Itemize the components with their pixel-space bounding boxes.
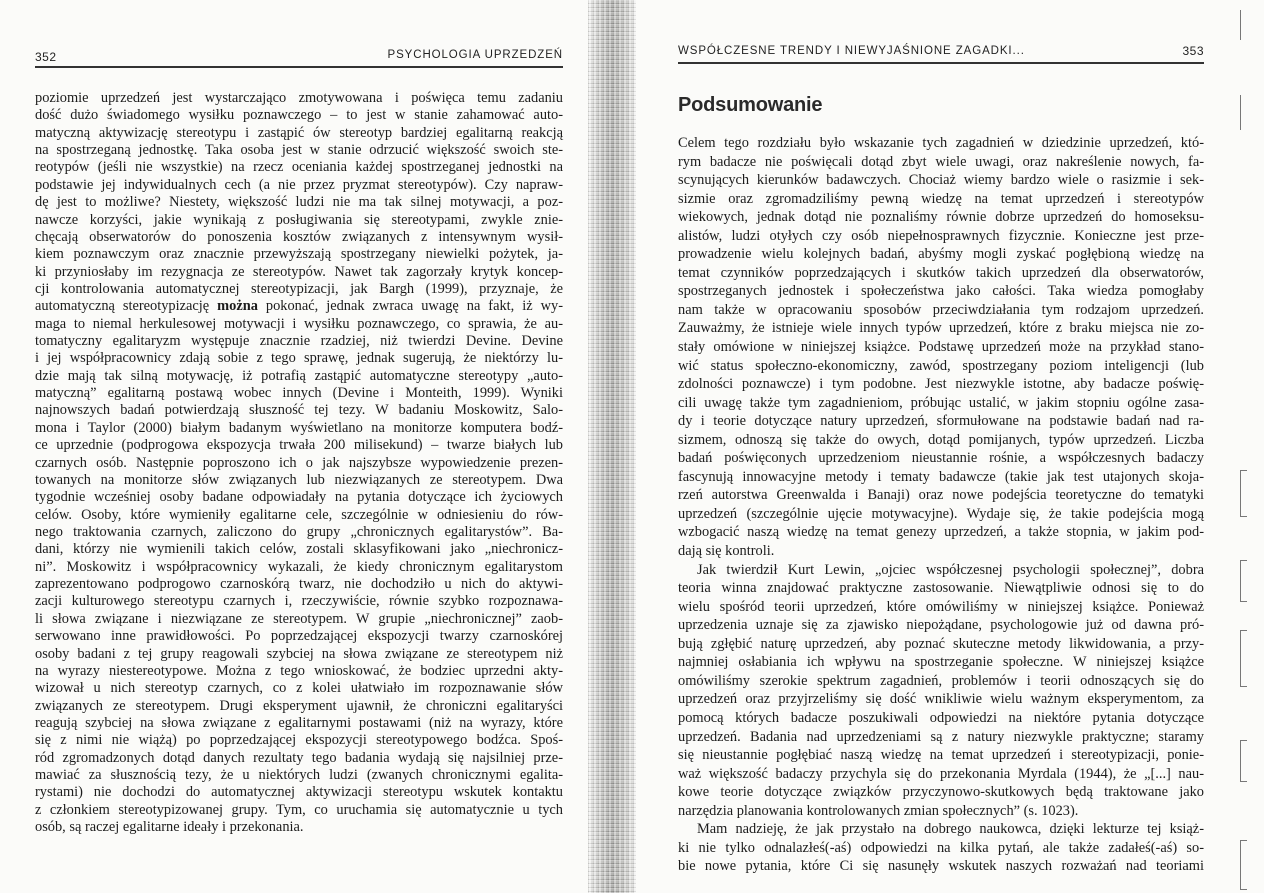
text-line: dają się kontroli. bbox=[678, 543, 775, 560]
text-line: rym badacze nie poświęcali dotąd zbyt wiele uwagi, oraz nakreślenie nowych, fa- bbox=[678, 153, 1204, 170]
scan-margin-mark bbox=[1240, 10, 1247, 40]
text-segment: automatyczną stereotypizację bbox=[35, 298, 218, 315]
text-line: stały omówione w niniejszej książce. Podstawę uprzedzeń może na przykład stano- bbox=[678, 339, 1204, 356]
text-line: reotypów (jeśli nie wszystkie) na rzecz oceniania każdej spostrzeganej jednostki na bbox=[35, 159, 563, 176]
text-line: wizował u nich stereotyp czarnych, co z kolei ułatwiało im rozpoznawanie słów bbox=[35, 680, 563, 697]
text-line: podstawie jej indywidualnych cech (a nie przez pryzmat stereotypów). Czy napraw- bbox=[35, 176, 563, 193]
text-line: wiekowych, jednak dotąd nie poznaliśmy równie dobrze uprzedzeń do homoseksu- bbox=[678, 209, 1204, 226]
text-line: mawiać za słusznością tezy, że u niektórych ludzi (zwanych chronicznymi egalita- bbox=[35, 767, 563, 784]
scan-margin-mark bbox=[1240, 630, 1247, 687]
body-text bbox=[35, 90, 563, 836]
text-line: osoby badani z tej grupy reagowali szybciej na słowa związane ze stereotypem niż bbox=[35, 645, 563, 662]
text-line: najnowszych badań potwierdzają słuszność tej tezy. W badaniu Moskowitz, Salo- bbox=[35, 402, 563, 419]
text-line: zaprezentowano podprogowo czarnoskórą twarz, nie dochodziło u nich do aktywi- bbox=[35, 576, 563, 593]
text-line: waż większość badaczy przychyla się do przekonania Myrdala (1944), że „[...] nau- bbox=[678, 765, 1204, 782]
text-line: wielu spośród teorii uprzedzeń, które omówiliśmy w niniejszej książce. Ponieważ bbox=[678, 598, 1204, 615]
text-line: Mam nadzieję, że jak przystało na dobrego naukowca, dzięki lekturze tej książ- bbox=[697, 821, 1204, 838]
text-line: ki nie tylko odnalazłeś(-aś) odpowiedzi na kilka pytań, ale także zadałeś(-aś) so- bbox=[678, 839, 1204, 856]
scan-margin-mark bbox=[1240, 840, 1247, 890]
text-line: maga to niemal herkulesowej motywacji i wysiłku poznawczego, co sprawia, że au- bbox=[35, 315, 563, 332]
text-line: Zauważmy, że istnieje wiele innych typów uprzedzeń, które z braku miejsca nie zo- bbox=[678, 320, 1204, 337]
text-line: reagują szybciej na słowa związane z egalitarnymi postawami (niż na wyrazy, które bbox=[35, 714, 563, 731]
text-segment: pokonać, jednak zwraca uwagę na fakt, iż wy- bbox=[257, 298, 563, 315]
text-line: dzie mają tak silną motywację, iż potrafią zastąpić automatyczne stereotypy „auto- bbox=[35, 367, 563, 384]
text-line: badań poświęconych uprzedzeniom nieustannie rośnie, a współczesnych badaczy bbox=[678, 450, 1204, 467]
text-line: na spostrzeganą jednostkę. Taka osoba jest w stanie odrzucić większość swoich ste- bbox=[35, 142, 563, 159]
text-line: cili uwagę także tym zagadnieniom, próbując ustalić, w jakim stopniu ogólne zasa- bbox=[678, 394, 1204, 411]
text-line: bie nowe pytania, które Ci się nasunęły wskutek naszych rozważań nad teoriami bbox=[678, 858, 1204, 875]
text-line: scynujących kierunków badawczych. Chociaż wiemy bardzo wiele o rasizmie i sek- bbox=[678, 172, 1204, 189]
scan-margin-mark bbox=[1240, 560, 1247, 602]
text-line: serwowano inne prawidłowości. Po poprzedzającej ekspozycji twarzy czarnoskórej bbox=[35, 628, 563, 645]
text-line bbox=[35, 298, 563, 315]
text-line: li słowa związane i niezwiązane ze stereotypem. W grupie „niechronicznej” zaob- bbox=[35, 610, 563, 627]
scan-margin-mark bbox=[1240, 95, 1247, 130]
text-line: towanych na monitorze słów związanych lub niezwiązanych ze stereotypem. Dwa bbox=[35, 471, 563, 488]
text-line: temat czynników poprzedzających i skutków takich uprzedzeń dla obserwatorów, bbox=[678, 264, 1204, 281]
text-line: Celem tego rozdziału było wskazanie tych zagadnień w dziedzinie uprzedzeń, któ- bbox=[678, 135, 1204, 151]
scan-margin-mark bbox=[1240, 740, 1247, 782]
text-line: dość dużo świadomego wysiłku poznawczego – to jest w stanie zahamować auto- bbox=[35, 107, 563, 124]
text-line: uprzedzeń. Badania nad uprzedzeniami są z natury niezwykle praktyczne; staramy bbox=[678, 728, 1204, 745]
text-line: spostrzeganych jednostek i społeczeństwa jako całości. Taka wiedza pomogłaby bbox=[678, 283, 1204, 300]
text-line: rzeń autorstwa Greenwalda i Banaji) oraz nowe podejścia teoretyczne do tematyki bbox=[678, 487, 1204, 504]
text-line: tygodnie wcześniej osoby badane odpowiadały na pytania dotyczące ich życiowych bbox=[35, 489, 563, 506]
text-line: uprzedzeń (szczególnie ujęcie motywacyjne). Wydaje się, że takie podejścia mogą bbox=[678, 505, 1204, 522]
emphasized-word: można bbox=[217, 298, 258, 315]
text-line: poziomie uprzedzeń jest wystarczająco zmotywowana i poświęca temu zadaniu bbox=[35, 90, 563, 106]
text-line: dy i teorie dotyczące natury uprzedzeń, sformułowane na podstawie badań nad ra- bbox=[678, 413, 1204, 430]
text-line: ki przyniosłaby im rezygnacja ze stereotypów. Nawet tak zagorzały krytyk koncep- bbox=[35, 263, 563, 280]
text-line: narzędzia planowania kontrolowanych zmian społecznych” (s. 1023). bbox=[678, 802, 1079, 819]
text-line: tomatyczny egalitaryzm występuje znacznie rzadziej, niż twierdzi Devine. Devine bbox=[35, 333, 563, 350]
text-line: dani, którzy nie wymienili takich celów, zostali sklasyfikowani jako „niechronicz- bbox=[35, 541, 563, 558]
running-head: WSPÓŁCZESNE TRENDY I NIEWYJAŚNIONE ZAGADKI... bbox=[678, 45, 1025, 57]
text-line: rystami) nie dochodzi do automatycznej aktywizacji stereotypu wskutek kontaktu bbox=[35, 784, 563, 801]
text-line: i jej współpracownicy zdają sobie z tego sprawę, jednak sugerują, że niektórzy lu- bbox=[35, 350, 563, 367]
text-line: zdolności poznawcze) i tym podobne. Jest niezwykle istotne, aby badacze poświę- bbox=[678, 376, 1204, 393]
text-line: omówiliśmy szerokie spektrum zagadnień, problemów i teorii odnoszących się do bbox=[678, 672, 1204, 689]
text-line: nego traktowania czarnych, zaliczono do grupy „chronicznych egalitarystów”. Ba- bbox=[35, 523, 563, 540]
text-line: kiem poznawczym oraz znacznie przewyższają spostrzegany niewielki pożytek, ja- bbox=[35, 246, 563, 263]
text-line: kowe teorie dotyczące związków przyczynowo-skutkowych będą traktowane jako bbox=[678, 784, 1204, 801]
text-line: pomocą których badacze poszukiwali odpowiedzi na niektóre pytania dotyczące bbox=[678, 709, 1204, 726]
text-line: się z nimi nie wiążą) po poprzedzającej ekspozycji stereotypowego bodźca. Spoś- bbox=[35, 732, 563, 749]
text-line: cji kontrolowania automatycznej stereotypizacji, jak Bargh (1999), przyznaje, że bbox=[35, 280, 563, 297]
text-line: dę jest to możliwe? Niestety, większość ludzi nie ma tak silnej motywacji, a poz- bbox=[35, 194, 563, 211]
text-line: z członkiem stereotypizowanej grupy. Tym, co uruchamia się automatycznie u tych bbox=[35, 801, 563, 818]
book-gutter bbox=[588, 0, 636, 893]
running-head: PSYCHOLOGIA UPRZEDZEŃ bbox=[387, 49, 563, 61]
text-line: ni”. Moskowitz i współpracownicy wykazali, że kiedy chronicznym egalitarystom bbox=[35, 558, 563, 575]
text-line: bują zgłębić naturę uprzedzeń, aby poznać skuteczne metody likwidowania, a przy- bbox=[678, 635, 1204, 652]
text-line: uprzedzenia uznaje się za zjawisko niepożądane, psychologowie już od dawna pró- bbox=[678, 617, 1204, 634]
text-line: fascynują innowacyjne metody i tematy badawcze (takie jak test utajonych skoja- bbox=[678, 468, 1204, 485]
text-line: chęcają obserwatorów do ponoszenia kosztów związanych z intensywnym wysił- bbox=[35, 228, 563, 245]
header-rule bbox=[678, 62, 1204, 64]
text-line: ce uprzednie (podprogowa ekspozycja trwała 200 milisekund) – twarze białych lub bbox=[35, 437, 563, 454]
body-text bbox=[678, 134, 1204, 876]
text-line: prowadzenie wielu kolejnych badań, abyśmy mogli zyskać pogłębioną wiedzę na bbox=[678, 246, 1204, 263]
text-line: sizmie oraz zgromadziliśmy pewną wiedzę na temat uprzedzeń i stereotypów bbox=[678, 190, 1204, 207]
text-line: sizmem, odnoszą się także do owych, dotąd pomijanych, typów uprzedzeń. Liczba bbox=[678, 431, 1204, 448]
text-line: matyczną aktywizację stereotypu i zastąpić ów stereotyp bardziej egalitarną reakcją bbox=[35, 124, 563, 141]
text-line: na wyrazy niestereotypowe. Można z tego wnioskować, że bodziec uprzedni akty- bbox=[35, 662, 563, 679]
text-line: nam także w opracowaniu sposobów przeciwdziałania tym rodzajom uprzedzeń. bbox=[678, 301, 1204, 318]
text-line: teoria winna znajdować praktyczne zastosowanie. Niewątpliwie odnosi się to do bbox=[678, 580, 1204, 597]
text-line: alistów, ludzi otyłych czy osób niepełnosprawnych fizycznie. Konieczne jest prze- bbox=[678, 227, 1204, 244]
text-line: ród zgromadzonych dotąd danych rezultaty tego badania wydają się najsilniej prze- bbox=[35, 749, 563, 766]
text-line: osób, są raczej egalitarne ideały i przekonania. bbox=[35, 819, 304, 836]
text-line: wić status społeczno-ekonomiczny, zawód, spostrzegany poziom inteligencji (lub bbox=[678, 357, 1204, 374]
text-line: matyczną” egalitarną postawą wobec innych (Devine i Monteith, 1999). Wyniki bbox=[35, 385, 563, 402]
text-line: związanych ze stereotypem. Drugi eksperyment ujawnił, że chroniczni egalitaryści bbox=[35, 697, 563, 714]
scan-margin-mark bbox=[1240, 470, 1247, 517]
text-line: wzbogacić naszą wiedzę na temat genezy uprzedzeń, a także stopnia, w jakim pod- bbox=[678, 524, 1204, 541]
text-line: się nieustannie pogłębiać naszą wiedzę na temat uprzedzeń i stereotypizacji, ponie- bbox=[678, 747, 1204, 764]
text-line: czarnych osób. Następnie poproszono ich o jak najszybsze wypowiedzenie prezen- bbox=[35, 454, 563, 471]
text-line: najmniej osłabiania ich wpływu na spostrzeganie społeczne. W niniejszej książce bbox=[678, 654, 1204, 671]
text-line: Jak twierdził Kurt Lewin, „ojciec współczesnej psychologii społecznej”, dobra bbox=[697, 561, 1204, 578]
text-line: zacji kulturowego stereotypu czarnych i, rzeczywiście, równie szybko rozpoznawa- bbox=[35, 593, 563, 610]
text-line: mona i Taylor (2000) białym badanym wyświetlano na monitorze komputera bodź- bbox=[35, 419, 563, 436]
text-line: celów. Osoby, które wymieniły egalitarne cele, szczególnie w odniesieniu do rów- bbox=[35, 506, 563, 523]
header-rule bbox=[35, 66, 563, 68]
section-heading: Podsumowanie bbox=[678, 94, 823, 116]
page-number: 352 bbox=[35, 50, 57, 64]
text-line: uprzedzeń oraz przyjrzeliśmy się dość wnikliwie wielu ważnym eksperymentom, za bbox=[678, 691, 1204, 708]
text-line: nawcze korzyści, jakie wynikają z posługiwania się stereotypami, zwykle znie- bbox=[35, 211, 563, 228]
page-number: 353 bbox=[1182, 44, 1204, 58]
